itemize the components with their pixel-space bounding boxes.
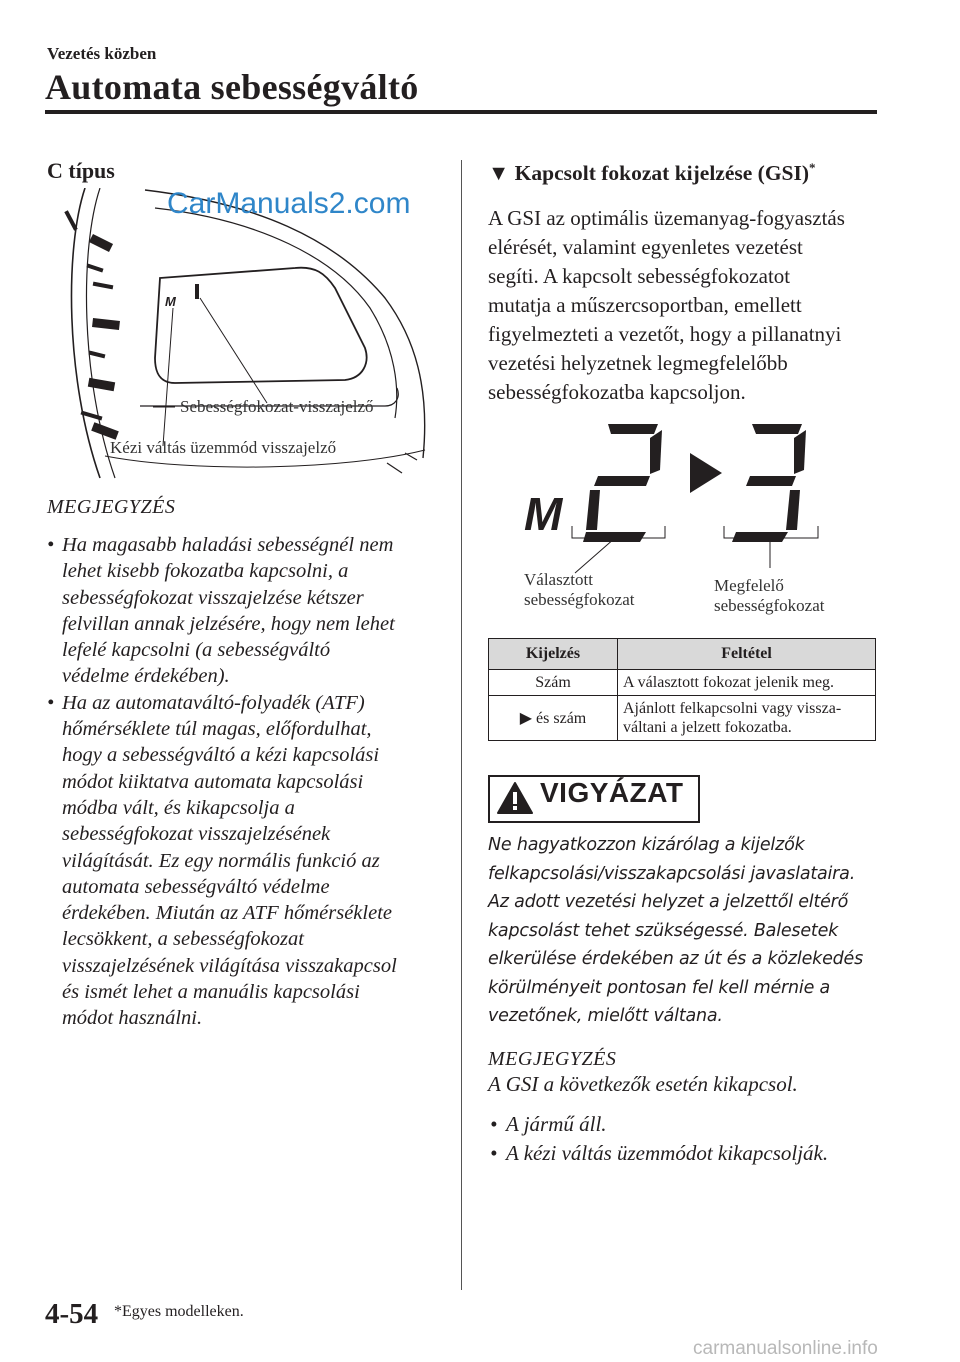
selected-gear-label: Választott sebességfokozat xyxy=(524,570,635,609)
table-header-display: Kijelzés xyxy=(489,639,618,670)
table-header-condition: Feltétel xyxy=(618,639,876,670)
watermark-bottom: carmanualsonline.info xyxy=(693,1338,878,1359)
gear-indicator-label: Sebességfokozat-visszajelző xyxy=(180,397,374,416)
warning-title: VIGYÁZAT xyxy=(540,777,684,808)
triangle-down-icon: ▼ xyxy=(488,161,510,186)
list-item: • Ha az automataváltó-folyadék (ATF) hőmérséklete túl magas, előfordulhat, hogy a sebességváltó a kézi kapcsolási módot kiiktatva automata kapcsolási módba vált, és kikapcsolja a sebességfokozat visszajelzésének világítását. Ez egy normális funkció az automata sebességváltó védelme érdekében. Miután az ATF hőmérséklete lecsökkent, a sebességfokozat visszajelzésének világítása visszakapcsol és ismét lehet a manuális kapcsolási módot használni. xyxy=(47,691,397,1030)
gsi-table xyxy=(488,638,876,741)
bullet-icon: • xyxy=(490,1141,498,1165)
list-item: • A jármű áll. xyxy=(490,1110,828,1139)
current-gear-digit xyxy=(583,424,662,542)
arrow-right-icon: ▶ xyxy=(519,710,533,727)
gsi-heading: ▼ Kapcsolt fokozat kijelzése (GSI)* xyxy=(488,160,816,186)
table-row: Szám A választott fokozat jelenik meg. xyxy=(489,670,876,696)
header-rule xyxy=(45,110,877,114)
note-list-2 xyxy=(490,1110,828,1168)
column-divider xyxy=(461,160,462,1290)
bullet-icon: • xyxy=(47,534,55,556)
gsi-description: A GSI az optimális üzemanyag-fogyasztás elérését, valamint egyenletes vezetést segíti. A kapcsolt sebességfokozatot mutatja a műszercsoportban, emellett figyelmezteti a vezetőt, hogy a pillanatnyi vezetési helyzetnek legmegfelelőbb sebességfokozatba kapcsoljon. xyxy=(488,206,845,404)
list-item: • Ha magasabb haladási sebességnél nem lehet kisebb fokozatba kapcsolni, a sebességfokozat visszajelzése kétszer felvillan annak jelzésére, hogy nem lehet lefelé kapcsolni (a sebességváltó védelme érdekében). xyxy=(47,534,395,688)
recommended-gear-digit xyxy=(732,424,806,542)
table-row: ▶ és szám Ajánlott felkapcsolni vagy vissza- váltani a jelzett fokozatba. xyxy=(489,696,876,741)
bullet-icon: • xyxy=(47,691,55,714)
mode-m-symbol: M xyxy=(524,488,563,540)
manual-mode-indicator-label: Kézi váltás üzemmód visszajelző xyxy=(110,438,337,457)
m-indicator: M xyxy=(165,294,176,309)
subheading-c-type: C típus xyxy=(47,158,115,183)
list-item: • A kézi váltás üzemmódot kikapcsolják. xyxy=(490,1139,828,1168)
warning-text: Ne hagyatkozzon kizárólag a kijelzők felkapcsolási/visszakapcsolási javaslataira. Az adott vezetési helyzet a jelzettől eltérő kapcsolást tehet szükségessé. Balesetek elkerülése érdekében az út és a közlekedés körülményeit pontosan fel kell mérnie a vezetőnek, mielőtt váltana. xyxy=(488,835,864,1026)
note-list xyxy=(47,532,452,1032)
watermark-top: CarManuals2.com xyxy=(167,187,411,220)
note-text-2: A GSI a következők esetén kikapcsol. xyxy=(488,1072,798,1096)
table-header-row xyxy=(489,639,876,670)
note-title: MEGJEGYZÉS xyxy=(47,496,176,518)
page-number: 4-54 xyxy=(45,1298,99,1330)
footnote: *Egyes modelleken. xyxy=(114,1303,244,1320)
recommended-gear-label: Megfelelő sebességfokozat xyxy=(714,576,825,615)
section-title: Vezetés közben xyxy=(47,44,157,63)
note-title-2: MEGJEGYZÉS xyxy=(488,1048,617,1070)
upshift-arrow-icon xyxy=(690,453,722,493)
warning-triangle-icon xyxy=(496,781,534,815)
bullet-icon: • xyxy=(490,1112,498,1136)
page-title: Automata sebességváltó xyxy=(45,67,419,107)
